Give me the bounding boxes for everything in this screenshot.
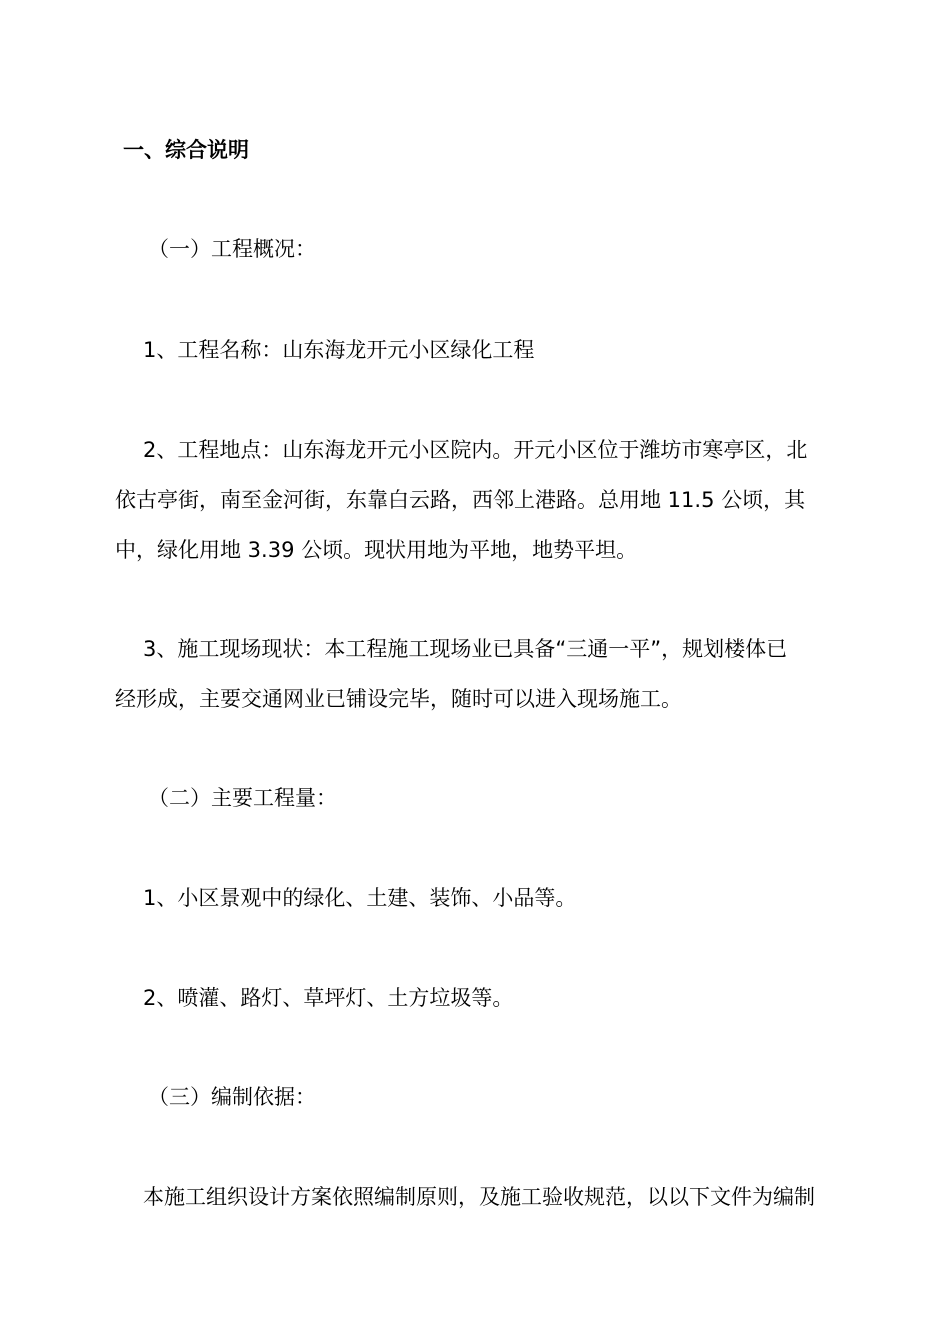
paragraph-basis-line1: 本施工组织设计方案依照编制原则，及施工验收规范，以以下文件为编制 (143, 1185, 815, 1209)
subsection-title-basis: （三）编制依据： (148, 1085, 316, 1109)
paragraph-project-location-line2: 依古亭街，南至金河街，东靠白云路，西邻上港路。总用地 11.5 公顷，其 (115, 488, 806, 512)
paragraph-project-name: 1、工程名称：山东海龙开元小区绿化工程 (143, 338, 535, 362)
paragraph-site-status-line1: 3、施工现场现状：本工程施工现场业已具备“三通一平”，规划楼体已 (143, 637, 788, 661)
paragraph-project-location-line1: 2、工程地点：山东海龙开元小区院内。开元小区位于潍坊市寒亭区，北 (143, 438, 808, 462)
paragraph-project-location-line3: 中，绿化用地 3.39 公顷。现状用地为平地，地势平坦。 (115, 538, 638, 562)
section-title: 一、综合说明 (123, 138, 249, 162)
subsection-title-overview: （一）工程概况： (148, 237, 316, 261)
subsection-title-quantities: （二）主要工程量： (148, 786, 337, 810)
paragraph-quantity-1: 1、小区景观中的绿化、土建、装饰、小品等。 (143, 886, 577, 910)
paragraph-site-status-line2: 经形成，主要交通网业已铺设完毕，随时可以进入现场施工。 (115, 687, 682, 711)
paragraph-quantity-2: 2、喷灌、路灯、草坪灯、土方垃圾等。 (143, 986, 514, 1010)
